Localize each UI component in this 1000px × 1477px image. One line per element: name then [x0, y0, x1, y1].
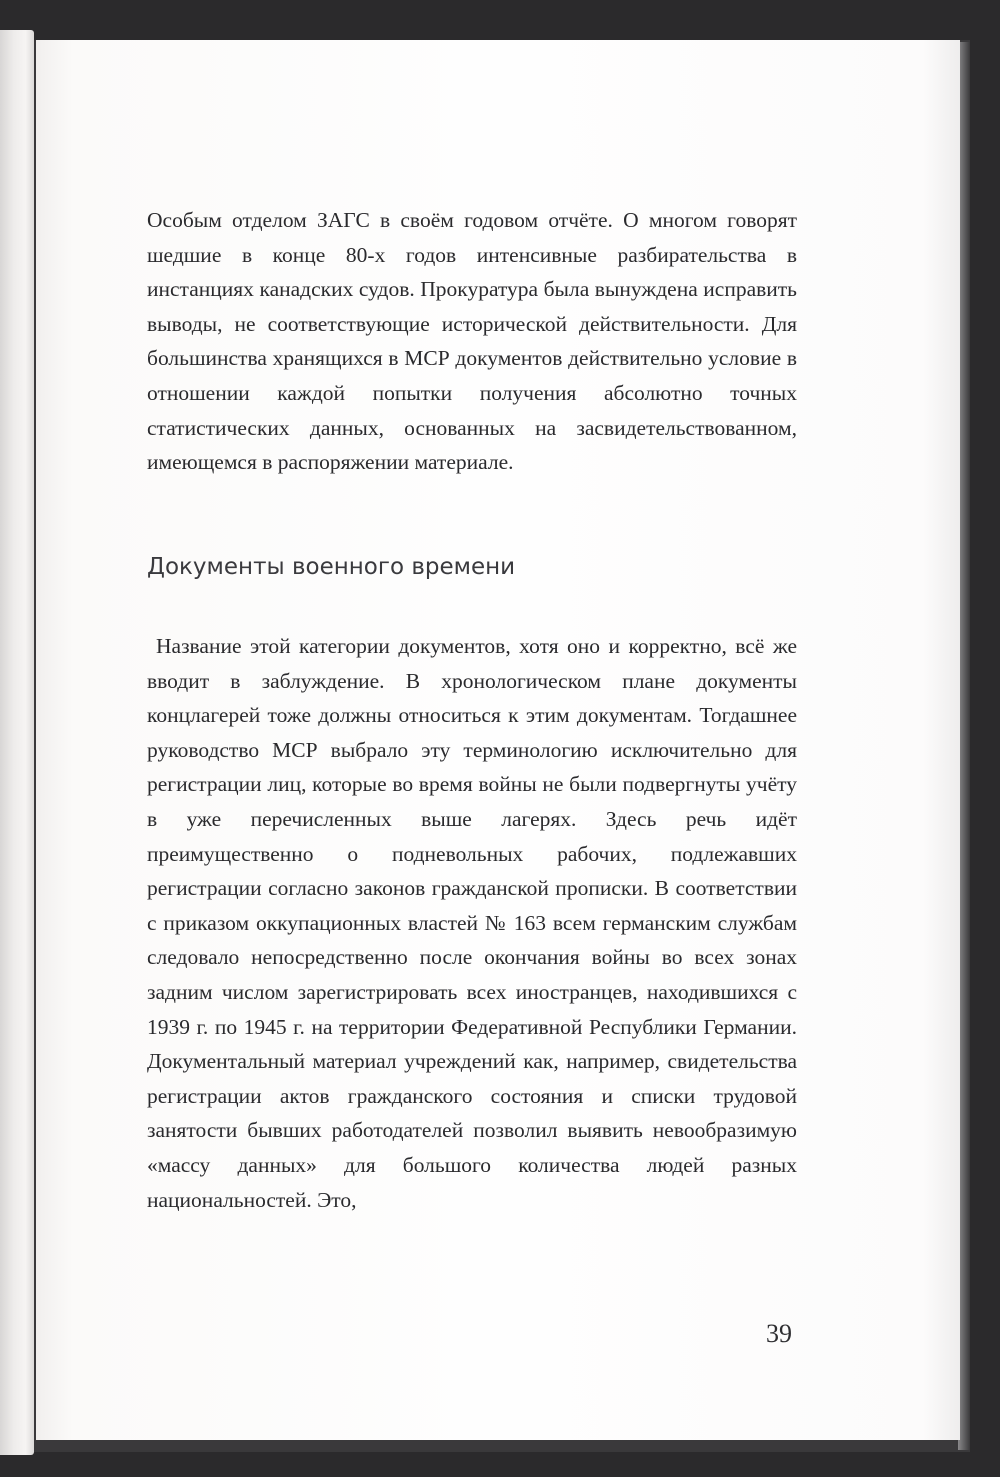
page-number: 39: [766, 1319, 792, 1348]
section-heading: Документы военного времени: [147, 554, 516, 580]
body-paragraph-1: Особым отделом ЗАГС в своём годовом отчёте. О многом говорят шедшие в конце 80-х годов интенсивные разбирательства в инстанциях канадских судов. Прокуратура была вынуждена исправить выводы, не соответствующие исторической действительности. Для большинства хранящихся в МСР документов действительно условие в отношении каждой попытки получения абсолютно точных статистических данных, основанных на засвидетельствованном, имеющемся в распоряжении материале.: [147, 208, 797, 475]
body-paragraph-2-text: Название этой категории документов, хотя оно и корректно, всё же вводит в заблуждение. В хронологическом плане документы концлагерей тоже должны относиться к этим документам. Тогдашнее руководство МСР выбрало эту терминологию исключительно для регистрации лиц, которые во время войны не были подвергнуты учёту в уже перечисленных выше лагерях. Здесь речь идёт преимущественно о подневольных рабочих, подлежавших регистрации согласно законов гражданской прописки. В соответствии с приказом оккупационных властей № 163 всем германским службам следовало непосредственно после окончания войны во всех зонах задним числом зарегистрировать всех иностранцев, находившихся с 1939 г. по 1945 г. на территории Федеративной Республики Германии. Документальный материал учреждений как, например, свидетельства регистрации актов гражданского состояния и списки трудовой занятости бывших работодателей позволил выявить невообразимую «массу данных» для большого количества людей разных национальностей. Это,: [147, 634, 797, 1212]
body-paragraph-2: [147, 629, 797, 1217]
previous-page-edge: [0, 30, 34, 1455]
